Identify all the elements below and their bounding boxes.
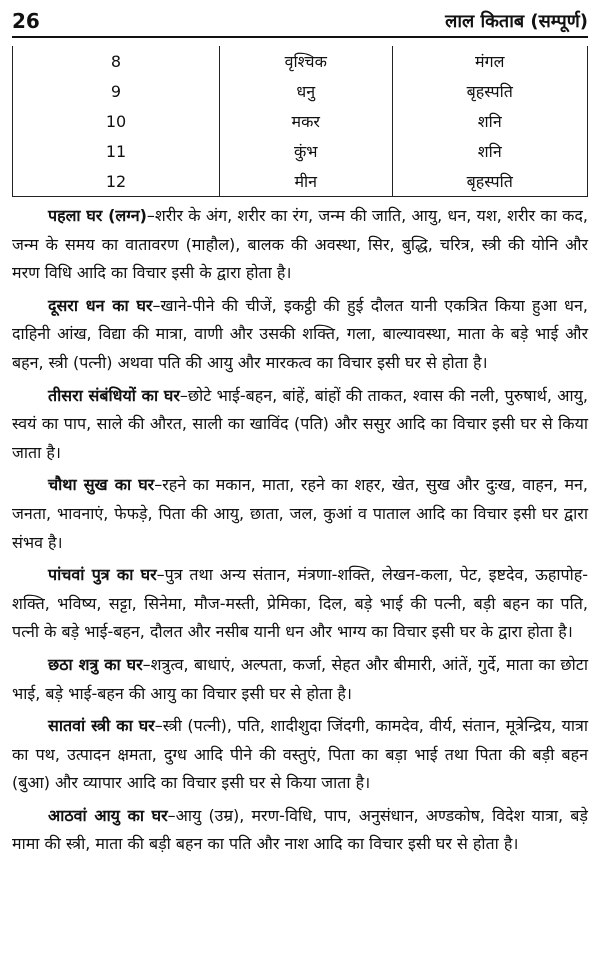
house-5-paragraph: [12, 561, 588, 647]
house-7-text: –स्त्री (पत्नी), पति, शादीशुदा जिंदगी, कामदेव, वीर्य, संतान, मूत्रेन्द्रिय, यात्रा का पथ, उत्पादन क्षमता, दुग्ध आदि पीने की वस्तुएं, पिता का बड़ा भाई तथा पिता की बड़ी बहन (बुआ) और व्यापार आदि का विचार इसी घर से किया जाता है।: [12, 716, 589, 793]
ruling-planet-cell: शनि: [392, 106, 588, 136]
table-row: [13, 46, 588, 76]
zodiac-sign-cell: कुंभ: [220, 136, 393, 166]
house-4-heading: चौथा सुख का घर: [48, 475, 155, 495]
page-header: [12, 6, 588, 38]
house-2-paragraph: [12, 292, 588, 378]
ruling-planet-cell: बृहस्पति: [392, 76, 588, 106]
ruling-planet-cell: शनि: [392, 136, 588, 166]
zodiac-sign-cell: मकर: [220, 106, 393, 136]
house-8-paragraph: [12, 802, 588, 859]
house-number-cell: 12: [13, 166, 220, 197]
house-number-cell: 9: [13, 76, 220, 106]
table-row: [13, 136, 588, 166]
ruling-planet-cell: बृहस्पति: [392, 166, 588, 197]
house-5-heading: पांचवां पुत्र का घर: [48, 565, 157, 585]
zodiac-sign-cell: धनु: [220, 76, 393, 106]
zodiac-planet-table: [12, 46, 588, 197]
house-number-cell: 11: [13, 136, 220, 166]
house-4-text: –रहने का मकान, माता, रहने का शहर, खेत, सुख और दुःख, वाहन, मन, जनता, भावनाएं, फेफड़े, पिता की आयु, छाता, जल, कुआं व पाताल आदि का विचार इसी घर द्वारा संभव है।: [12, 475, 588, 552]
house-6-text: –शत्रुत्व, बाधाएं, अल्पता, कर्जा, सेहत और बीमारी, आंतें, गुर्दे, माता का छोटा भाई, बड़े भाई-बहन की आयु का विचार इसी घर से होता है।: [12, 654, 588, 703]
zodiac-sign-cell: वृश्चिक: [220, 46, 393, 76]
house-3-text: –छोटे भाई-बहन, बांहें, बांहों की ताकत, श्वास की नली, पुरुषार्थ, आयु, स्वयं का पाप, साले की औरत, साली का खाविंद (पति) और ससुर आदि का विचार इसी घर से किया जाता है।: [12, 385, 588, 462]
house-6-paragraph: [12, 651, 588, 708]
house-3-paragraph: [12, 382, 588, 468]
house-7-paragraph: [12, 712, 588, 798]
house-3-heading: तीसरा संबंधियों का घर: [48, 385, 180, 405]
table-row: [13, 106, 588, 136]
house-8-heading: आठवां आयु का घर: [48, 805, 168, 825]
house-1-paragraph: [12, 202, 588, 288]
house-1-text: –शरीर के अंग, शरीर का रंग, जन्म की जाति, आयु, धन, यश, शरीर का कद, जन्म के समय का वातावरण (माहौल), बालक की अवस्था, सिर, बुद्धि, चरित्र, स्त्री की योनि और मरण विधि आदि का विचार इसी के द्वारा होता है।: [12, 206, 588, 283]
ruling-planet-cell: मंगल: [392, 46, 588, 76]
table-row: [13, 76, 588, 106]
house-6-heading: छठा शत्रु का घर: [48, 654, 143, 674]
house-7-heading: सातवां स्त्री का घर: [48, 716, 155, 736]
house-number-cell: 10: [13, 106, 220, 136]
house-number-cell: 8: [13, 46, 220, 76]
zodiac-sign-cell: मीन: [220, 166, 393, 197]
house-2-text: –खाने-पीने की चीजें, इकट्ठी की हुई दौलत यानी एकत्रित किया हुआ धन, दाहिनी आंख, विद्या की मात्रा, वाणी और उसकी शक्ति, गला, बाल्यावस्था, माता के बड़े भाई और बहन, स्त्री (पत्नी) अथवा पति की आयु और मारकत्व का विचार इसी घर से होता है।: [12, 295, 588, 372]
house-4-paragraph: [12, 471, 588, 557]
house-8-text: –आयु (उम्र), मरण-विधि, पाप, अनुसंधान, अण्डकोष, विदेश यात्रा, बड़े मामा की स्त्री, माता की बड़ी बहन का पति और नाश आदि का विचार इसी घर से होता है।: [12, 805, 588, 854]
table-row: [13, 166, 588, 197]
house-5-text: –पुत्र तथा अन्य संतान, मंत्रणा-शक्ति, लेखन-कला, पेट, इष्टदेव, ऊहापोह-शक्ति, भविष्य, सट्टा, सिनेमा, मौज-मस्ती, प्रेमिका, दिल, बड़े भाई की पत्नी, बड़ी बहन का पति, पत्नी के बड़े भाई-बहन, दौलत और नसीब यानी धन और भाग्य का विचार इसी घर के द्वारा होता है।: [12, 565, 588, 642]
house-1-heading: पहला घर (लग्न): [48, 206, 147, 225]
house-2-heading: दूसरा धन का घर: [48, 295, 153, 315]
book-title: लाल किताब (सम्पूर्ण): [445, 11, 588, 32]
page-number: 26: [12, 9, 40, 33]
house-descriptions: [12, 202, 588, 863]
